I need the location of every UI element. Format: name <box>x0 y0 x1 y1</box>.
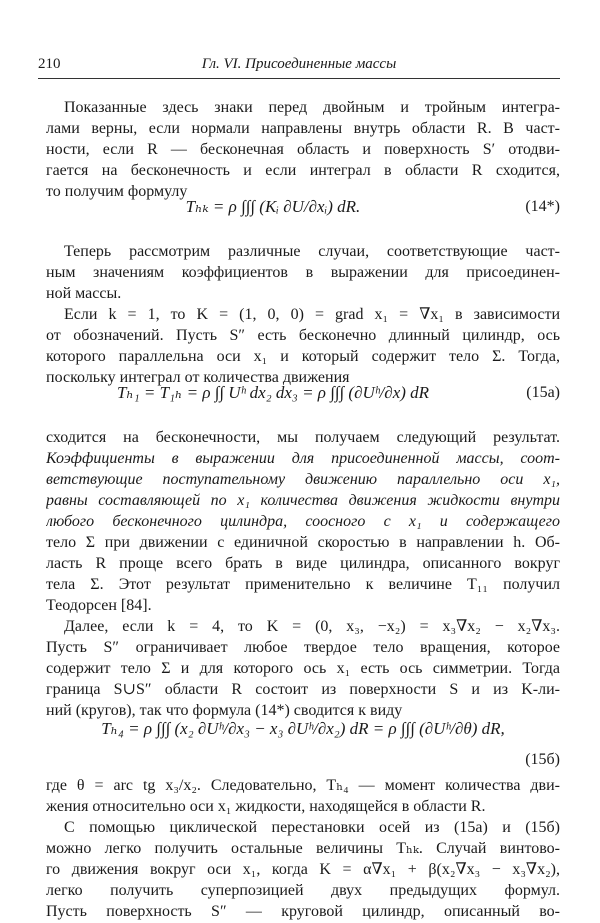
equation-15b <box>46 712 560 746</box>
text-line: где θ = arc tg x₃/x₂. Следовательно, Tₕ₄ — момент количества дви- <box>46 777 560 794</box>
text-line: го движения вокруг оси x₁, когда K = α∇x₁ + β(x₂∇x₃ − x₃∇x₂), <box>46 861 560 878</box>
text-line: Показанные здесь знаки перед двойным и тройным интегра- <box>64 99 560 116</box>
text-line: Коэффициенты в выражении для присоединенной массы, соот- <box>46 450 560 467</box>
text-line: тело Σ при движении с единичной скоростью в направлении h. Об- <box>46 534 560 551</box>
text-line: поскольку интеграл от количества движения <box>46 369 350 386</box>
text-line: ветствующие поступательному движению параллельно оси x₁, <box>46 471 560 488</box>
text-line: легко получить суперпозицией двух предыдущих формул. <box>46 882 560 899</box>
text-line: содержит тело Σ и для которого ось x₁ есть ось симметрии. Тогда <box>46 660 560 677</box>
text-line: лами верны, если нормали направлены внутрь области R. В част- <box>46 120 560 137</box>
text-line: ной массы. <box>46 285 122 302</box>
equation-expression: Tₕ₄ = ρ ∫∫∫ (x₂ ∂Uʰ/∂x₃ − x₃ ∂Uʰ/∂x₂) dR = ρ ∫∫∫ (∂Uʰ/∂θ) dR, <box>101 719 505 738</box>
text-line: Теперь рассмотрим различные случаи, соответствующие част- <box>64 243 560 260</box>
text-line: то получим формулу <box>46 183 188 200</box>
header-rule <box>38 78 560 79</box>
text-line: ний (кругов), так что формула (14*) сводится к виду <box>46 702 403 719</box>
text-line: Далее, если k = 4, то K = (0, x₃, −x₂) = x₃∇x₂ − x₂∇x₃. <box>64 618 560 635</box>
text-line: равны составляющей по x₁ количества движения жидкости внутри <box>46 492 560 509</box>
equation-number: (14*) <box>525 198 560 215</box>
equation-expression: Tₕ₁ = T₁ₕ = ρ ∫∫ Uʰ dx₂ dx₃ = ρ ∫∫∫ (∂Uʰ/∂x) dR <box>116 383 430 402</box>
text-line: Теодорсен [84]. <box>46 597 152 614</box>
equation-number: (15б) <box>525 751 560 768</box>
text-line: ласть R проще всего брать в виде цилиндра, описанного вокруг <box>46 555 560 572</box>
text-line: жения относительно оси x₁ жидкости, находящейся в области R. <box>46 798 486 815</box>
running-header <box>38 56 560 78</box>
equation-expression: Tₕₖ = ρ ∫∫∫ (Kᵢ ∂U/∂xᵢ) dR. <box>185 197 361 216</box>
equation-15a <box>46 376 560 410</box>
equation-number: (15а) <box>526 384 560 401</box>
text-line: тела Σ. Этот результат применительно к величине T₁₁ получил <box>46 576 560 593</box>
text-line: можно легко получить остальные величины Tₕₖ. Случай винтово- <box>46 840 560 857</box>
running-title: Гл. VI. Присоединенные массы <box>201 56 397 72</box>
text-line: гается на бесконечность и если интеграл в области R сходится, <box>46 162 560 179</box>
text-line: Если k = 1, то K = (1, 0, 0) = grad x₁ = ∇x₁ в зависимости <box>64 306 560 323</box>
text-line: С помощью циклической перестановки осей из (15а) и (15б) <box>64 819 560 836</box>
text-line: Пусть S″ ограничивает любое твердое тело вращения, которое <box>46 639 560 656</box>
text-line: Пусть поверхность S″ — круговой цилиндр, описанный во- <box>46 903 560 920</box>
text-line: ности, если R — бесконечная область и поверхность S′ отодви- <box>46 141 560 158</box>
page-number: 210 <box>38 56 61 72</box>
text-line: любого бесконечного цилиндра, соосного с x₁ и содержащего <box>46 513 560 530</box>
text-line: сходится на бесконечности, мы получаем следующий результат. <box>46 429 560 446</box>
text-line: граница S∪S″ области R состоит из поверхности S и из K-ли- <box>46 681 560 698</box>
text-line: ным значениям коэффициентов в выражении для присоединен- <box>46 264 560 281</box>
text-line: которого параллельна оси x₁ и который содержит тело Σ. Тогда, <box>46 348 560 365</box>
equation-14star <box>46 190 560 224</box>
text-line: от обозначений. Пусть S″ есть бесконечно длинный цилиндр, ось <box>46 327 560 344</box>
